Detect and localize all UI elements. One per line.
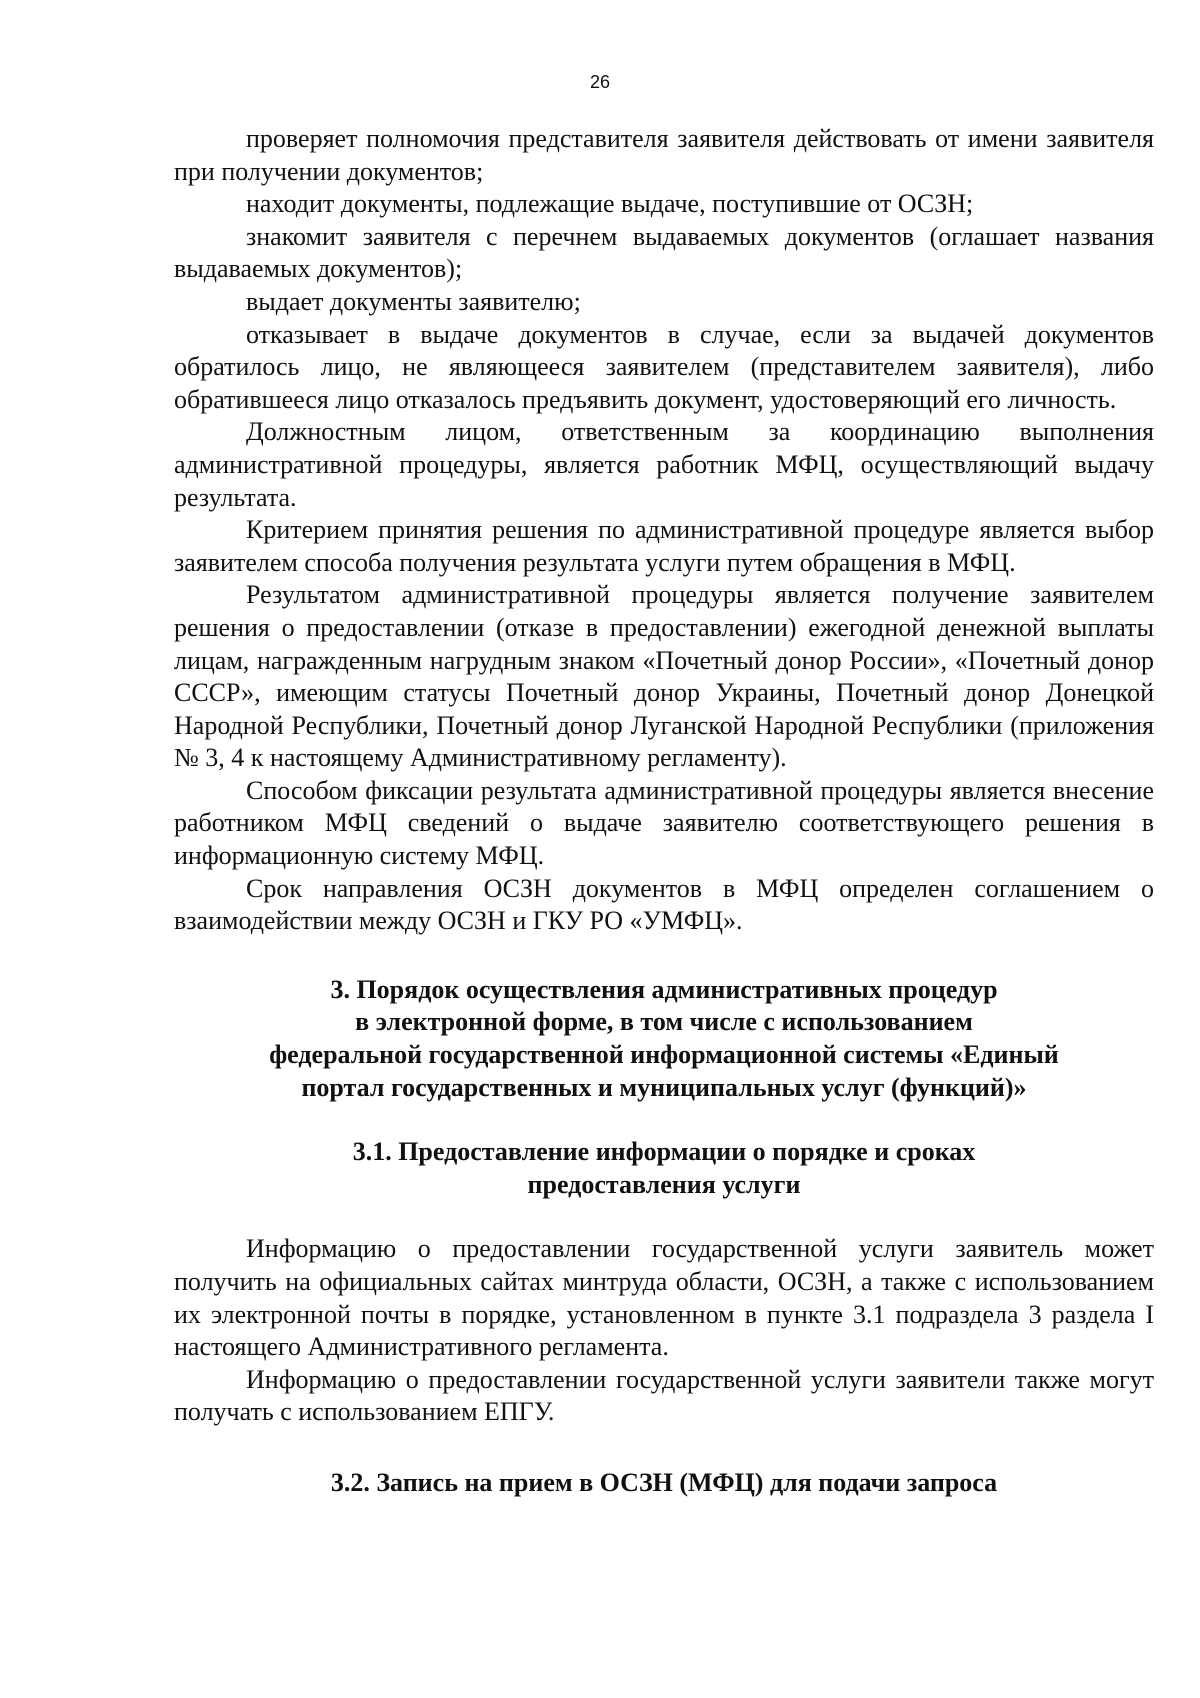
section-3-heading [174,974,1154,1104]
paragraph: проверяет полномочия представителя заявителя действовать от имени заявителя при получении документов; [174,124,1154,186]
paragraph: знакомит заявителя с перечнем выдаваемых документов (оглашает названия выдаваемых документов); [174,221,1154,284]
paragraph: Способом фиксации результата административной процедуры является внесение работником МФЦ сведений о выдаче заявителю соответствующего решения в информационную систему МФЦ. [174,775,1154,871]
paragraph: Должностным лицом, ответственным за координацию выполнения административной процедуры, является работник МФЦ, осуществляющий выдачу результата. [174,417,1154,512]
section-3-2-heading [174,1467,1154,1500]
paragraph: Срок направления ОСЗН документов в МФЦ определен соглашением о взаимодействии между ОСЗН и ГКУ РО «УМФЦ». [174,873,1154,936]
paragraph: находит документы, подлежащие выдаче, поступившие от ОСЗН; [246,189,974,219]
paragraph: Информацию о предоставлении государственной услуги заявители также могут получать с использованием ЕПГУ. [174,1364,1154,1427]
heading-line: в электронной форме, в том числе с использованием [355,1007,973,1037]
heading-line: предоставления услуги [527,1169,801,1199]
paragraph: выдает документы заявителю; [246,286,581,316]
section-3-1-body [174,1233,1154,1429]
document-body [174,123,1154,1500]
heading-line: федеральной государственной информационной системы «Единый [269,1040,1059,1070]
heading-line: портал государственных и муниципальных услуг (функций)» [301,1072,1027,1102]
heading-line: 3. Порядок осуществления административных процедур [330,974,998,1004]
paragraph: Результатом административной процедуры является получение заявителем решения о предоставлении (отказе в предоставлении) ежегодной денежной выплаты лицам, награжденным нагрудным знаком «Почетный донор России», «Почетный донор СССР», имеющим статусы Почетный донор Украины, Почетный донор Донецкой Народной Республики, Почетный донор Луганской Народной Республики (приложения № 3, 4 к настоящему Административному регламенту). [174,580,1154,773]
paragraph: Критерием принятия решения по административной процедуре является выбор заявителем способа получения результата услуги путем обращения в МФЦ. [174,515,1154,577]
heading-line: 3.2. Запись на прием в ОСЗН (МФЦ) для подачи запроса [330,1467,998,1497]
paragraph: отказывает в выдаче документов в случае, если за выдачей документов обратилось лицо, не являющееся заявителем (представителем заявителя), либо обратившееся лицо отказалось предъявить документ, удостоверяющий его личность. [174,319,1154,414]
section-3-1-heading [174,1136,1154,1201]
paragraph: Информацию о предоставлении государственной услуги заявитель может получить на официальных сайтах минтруда области, ОСЗН, а также с использованием их электронной почты в порядке, установленном в пункте 3.1 подраздела 3 раздела I настоящего Административного регламента. [174,1234,1154,1362]
page-number: 26 [589,72,611,92]
heading-line: 3.1. Предоставление информации о порядке и сроках [352,1137,976,1167]
